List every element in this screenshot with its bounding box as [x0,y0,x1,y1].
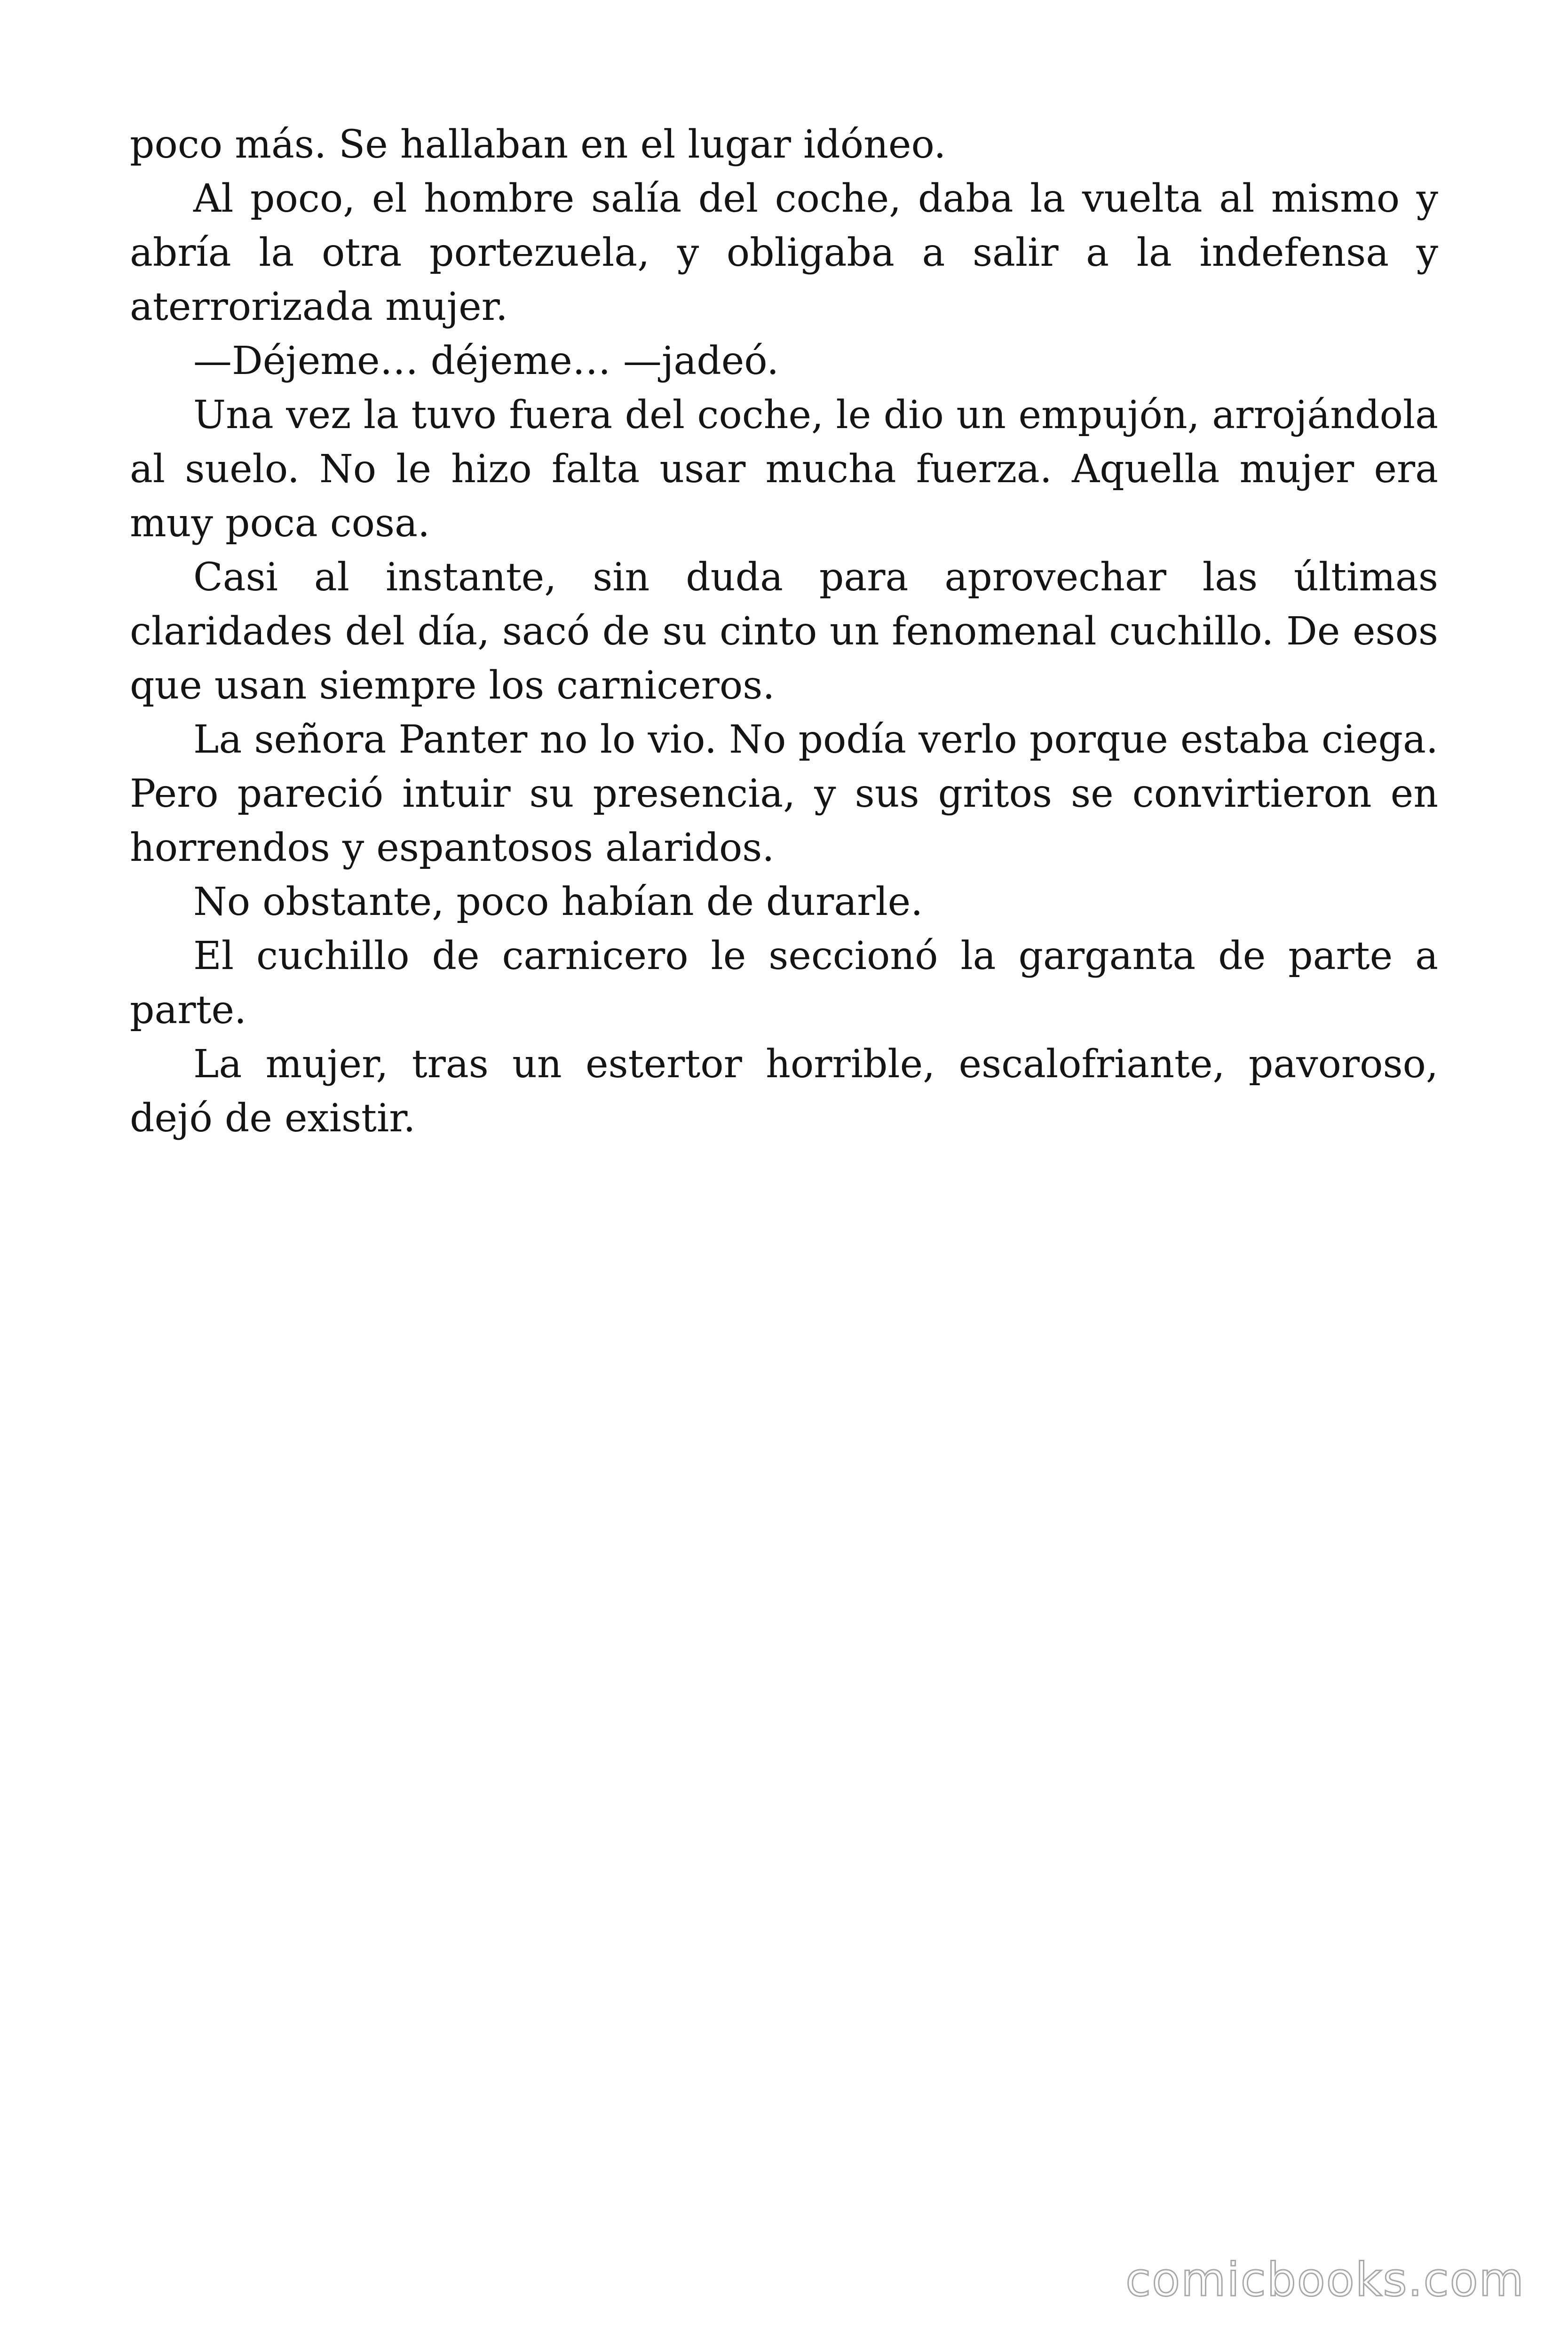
paragraph: El cuchillo de carnicero le seccionó la garganta de parte a parte. [130,934,1438,1033]
paragraph: Casi al instante, sin duda para aprovechar las últimas claridades del día, sacó de su cinto un fenomenal cuchillo. De esos que usan siempre los carniceros. [130,555,1438,708]
dialogue-paragraph: —Déjeme… déjeme… —jadeó. [193,339,779,383]
paragraph: No obstante, poco habían de durarle. [193,880,923,924]
watermark: comicbooks.com [1125,2253,1525,2307]
paragraph: La señora Panter no lo vio. No podía verlo porque estaba ciega. Pero pareció intuir su presencia, y sus gritos se convirtieron en horrendos y espantosos alaridos. [130,717,1438,870]
paragraph: Una vez la tuvo fuera del coche, le dio un empujón, arrojándola al suelo. No le hizo falta usar mucha fuerza. Aquella mujer era muy poca cosa. [130,393,1438,546]
paragraph: Al poco, el hombre salía del coche, daba la vuelta al mismo y abría la otra portezuela, y obligaba a salir a la indefensa y aterrorizada mujer. [130,176,1438,329]
paragraph: La mujer, tras un estertor horrible, escalofriante, pavoroso, dejó de existir. [130,1042,1438,1141]
paragraph-continuation: poco más. Se hallaban en el lugar idóneo. [130,122,946,167]
body-text [130,118,1438,1145]
